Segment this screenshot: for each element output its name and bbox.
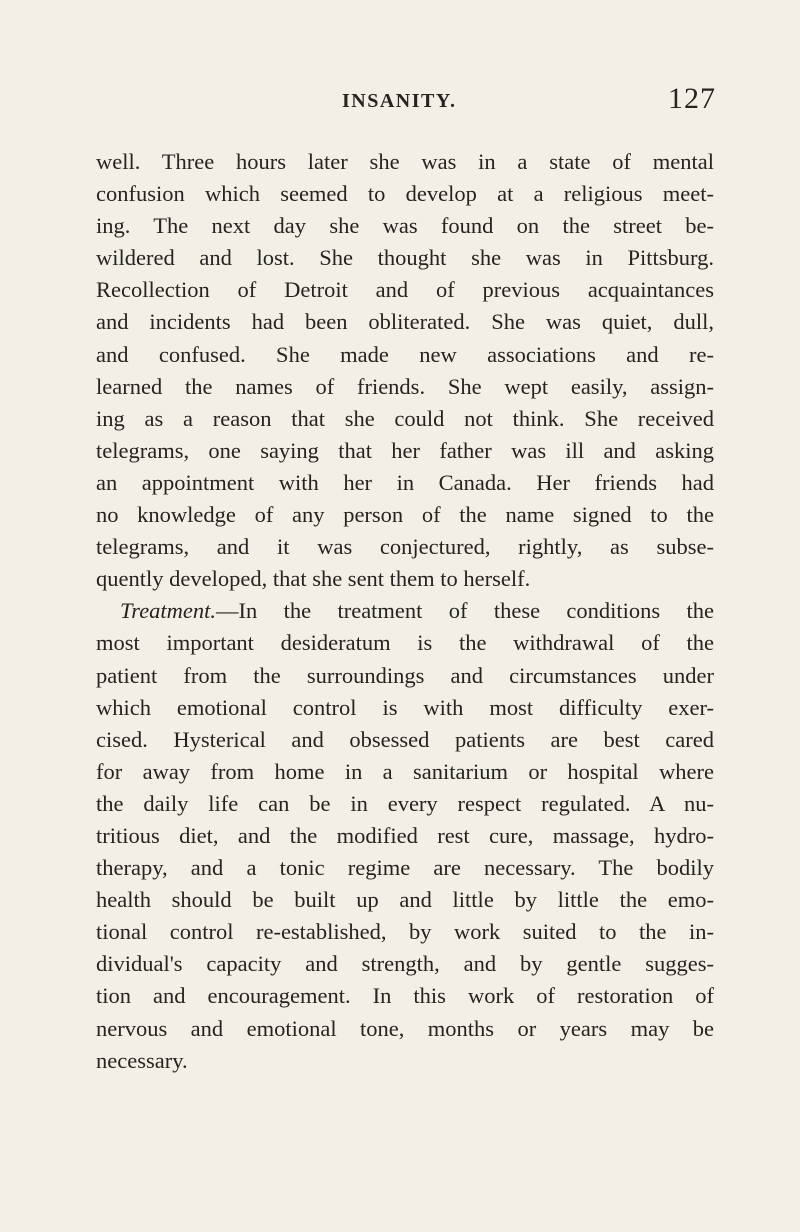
text-line: ing as a reason that she could not think. She received	[96, 405, 714, 431]
text-line: learned the names of friends. She wept easily, assign-	[96, 373, 714, 399]
paragraph-case-narrative	[96, 146, 714, 595]
text-line: and incidents had been obliterated. She was quiet, dull,	[96, 309, 714, 335]
text-line: necessary.	[96, 1047, 188, 1073]
text-line: most important desideratum is the withdrawal of the	[96, 630, 714, 656]
text-line: tional control re-established, by work suited to the in-	[96, 919, 714, 945]
treatment-first-line-text: —In the treatment of these conditions the	[216, 598, 714, 624]
text-line: wildered and lost. She thought she was in Pittsburg.	[96, 245, 714, 271]
text-line: quently developed, that she sent them to herself.	[96, 566, 531, 592]
text-line: cised. Hysterical and obsessed patients are best cared	[96, 726, 714, 752]
page-number: 127	[668, 82, 716, 115]
text-line: an appointment with her in Canada. Her friends had	[96, 469, 714, 495]
treatment-first-line	[96, 595, 714, 627]
text-line: confusion which seemed to develop at a religious meet-	[96, 181, 714, 207]
paragraph-treatment	[96, 595, 714, 1076]
text-line: which emotional control is with most difficulty exer-	[96, 694, 714, 720]
body-text	[96, 146, 714, 1077]
text-line: health should be built up and little by little the emo-	[96, 887, 714, 913]
text-line: patient from the surroundings and circumstances under	[96, 662, 714, 688]
text-line: for away from home in a sanitarium or hospital where	[96, 758, 714, 784]
text-line: therapy, and a tonic regime are necessary. The bodily	[96, 855, 714, 881]
text-line: tritious diet, and the modified rest cure, massage, hydro-	[96, 822, 714, 848]
text-line: Recollection of Detroit and of previous acquaintances	[96, 277, 714, 303]
treatment-heading: Treatment.	[120, 598, 217, 624]
text-line: telegrams, and it was conjectured, rightly, as subse-	[96, 534, 714, 560]
text-line: telegrams, one saying that her father was ill and asking	[96, 437, 714, 463]
text-line: and confused. She made new associations and re-	[96, 341, 714, 367]
text-line: ing. The next day she was found on the street be-	[96, 213, 714, 239]
text-line: dividual's capacity and strength, and by gentle sugges-	[96, 951, 714, 977]
running-head	[0, 82, 800, 122]
running-title: INSANITY.	[342, 90, 457, 112]
text-line: the daily life can be in every respect regulated. A nu-	[96, 790, 714, 816]
text-line: well. Three hours later she was in a state of mental	[96, 149, 714, 174]
text-line: tion and encouragement. In this work of restoration of	[96, 983, 714, 1009]
text-line: no knowledge of any person of the name signed to the	[96, 502, 714, 528]
text-line: nervous and emotional tone, months or years may be	[96, 1015, 714, 1041]
